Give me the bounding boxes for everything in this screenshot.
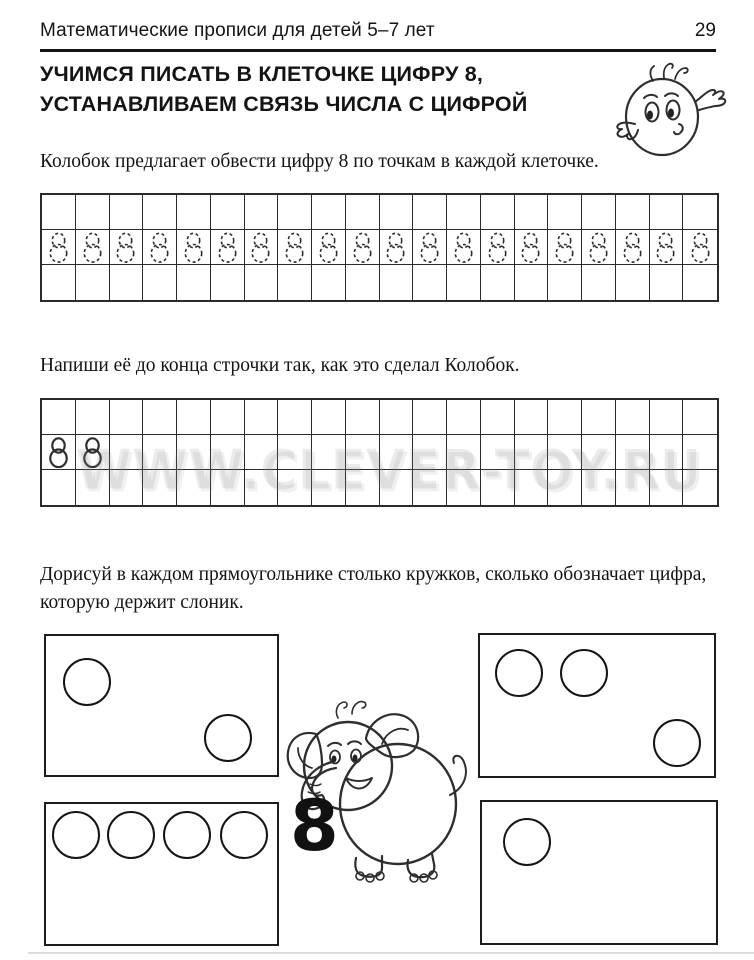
grid-cell [582,195,616,230]
grid-cell [582,470,616,505]
page-bottom-edge [28,952,754,954]
grid-cell [650,435,684,470]
grid-cell [278,230,312,265]
task-box-bottom-right [480,800,718,945]
grid-cell [278,265,312,300]
digit-8-dotted [317,232,340,263]
grid-cell [76,230,110,265]
grid-cell [548,400,582,435]
digit-8-dotted [519,232,542,263]
grid-cell [683,265,717,300]
digit-8-dotted [654,232,677,263]
drawn-circle [653,719,701,767]
grid-cell [76,470,110,505]
grid-cell [177,435,211,470]
grid-cell [515,435,549,470]
grid-cell [143,230,177,265]
drawn-circle [204,714,252,762]
grid-cell [447,435,481,470]
grid-cell [177,265,211,300]
grid-cell [548,195,582,230]
grid-cell [650,470,684,505]
grid-cell [245,435,279,470]
digit-8-dotted [351,232,374,263]
grid-cell [110,470,144,505]
grid-cell [312,230,346,265]
grid-cell [110,265,144,300]
grid-cell [380,265,414,300]
digit-8-dotted [452,232,475,263]
grid-cell [346,195,380,230]
grid-cell [143,470,177,505]
grid-cell [650,195,684,230]
grid-cell [413,400,447,435]
drawn-circle [220,811,268,859]
grid-cell [211,230,245,265]
grid-cell [447,470,481,505]
grid-cell [76,195,110,230]
instruction-draw-circles: Дорисуй в каждом прямоугольнике столько кружков, сколько обозначает цифра, которую держит слоник. [40,564,707,613]
grid-cell [380,435,414,470]
grid-cell [481,400,515,435]
elephant-illustration [286,700,468,888]
grid-cell [76,265,110,300]
grid-cell [380,195,414,230]
grid-cell [42,400,76,435]
grid-cell [616,230,650,265]
grid-cell [110,435,144,470]
grid-cell [346,230,380,265]
grid-cell [42,195,76,230]
grid-cell [515,230,549,265]
grid-cell [42,230,76,265]
grid-cell [515,470,549,505]
grid-cell [582,400,616,435]
drawn-circle [107,811,155,859]
digit-8-dotted [249,232,272,263]
drawn-circle [495,649,543,697]
grid-cell [548,470,582,505]
grid-cell [177,400,211,435]
header-rule [40,49,716,52]
grid-cell [447,230,481,265]
drawn-circle [63,658,111,706]
grid-cell [413,265,447,300]
grid-cell [650,265,684,300]
lesson-title-line2: УСТАНАВЛИВАЕМ СВЯЗЬ ЧИСЛА С ЦИФРОЙ [40,92,528,116]
digit-8-dotted [418,232,441,263]
grid-cell [42,470,76,505]
task-box-top-right [478,633,716,778]
task-box-top-left [44,634,279,777]
grid-cell [380,470,414,505]
grid-cell [683,195,717,230]
grid-cell [312,435,346,470]
elephant-digit-8: 8 [290,785,339,867]
grid-cell [278,435,312,470]
grid-cell [346,435,380,470]
grid-cell [548,230,582,265]
grid-cell [245,230,279,265]
lesson-title [40,59,528,119]
grid-cell [515,400,549,435]
instruction-write: Напиши её до конца строчки так, как это сделал Колобок. [40,355,520,376]
digit-8-dotted [553,232,576,263]
drawn-circle [163,811,211,859]
grid-cell [683,470,717,505]
grid-cell [616,470,650,505]
grid-cell [616,195,650,230]
grid-cell [177,230,211,265]
grid-cell [515,195,549,230]
grid-cell [650,400,684,435]
grid-cell [211,435,245,470]
grid-cell [42,265,76,300]
grid-cell [211,400,245,435]
grid-cell [616,435,650,470]
grid-cell [245,265,279,300]
digit-8-dotted [587,232,610,263]
grid-cell [245,195,279,230]
grid-cell [380,400,414,435]
digit-8-dotted [148,232,171,263]
grid-cell [110,195,144,230]
drawn-circle [52,811,100,859]
grid-cell [481,265,515,300]
digit-8-dotted [216,232,239,263]
drawn-circle [560,649,608,697]
digit-8-solid [81,437,104,468]
grid-cell [177,470,211,505]
write-grid [40,398,719,507]
grid-cell [42,435,76,470]
trace-grid [40,193,719,302]
grid-cell [548,435,582,470]
grid-cell [582,230,616,265]
grid-cell [380,230,414,265]
task-box-bottom-left [44,802,279,946]
grid-cell [143,265,177,300]
grid-cell [245,470,279,505]
grid-cell [76,400,110,435]
grid-cell [346,400,380,435]
grid-cell [481,470,515,505]
grid-cell [683,435,717,470]
lesson-title-line1: УЧИМСЯ ПИСАТЬ В КЛЕТОЧКЕ ЦИФРУ 8, [40,62,484,86]
digit-8-dotted [384,232,407,263]
grid-cell [312,195,346,230]
grid-cell [143,435,177,470]
grid-cell [312,400,346,435]
instruction-trace: Колобок предлагает обвести цифру 8 по точкам в каждой клеточке. [40,151,599,172]
digit-8-dotted [283,232,306,263]
grid-cell [413,470,447,505]
grid-cell [650,230,684,265]
grid-cell [481,435,515,470]
page-number: 29 [694,20,716,41]
grid-cell [346,265,380,300]
grid-cell [143,400,177,435]
grid-cell [582,435,616,470]
grid-cell [683,400,717,435]
grid-cell [110,400,144,435]
digit-8-dotted [486,232,509,263]
grid-cell [447,265,481,300]
grid-cell [481,195,515,230]
grid-cell [312,470,346,505]
digit-8-dotted [182,232,205,263]
grid-cell [76,435,110,470]
digit-8-dotted [81,232,104,263]
grid-cell [447,195,481,230]
grid-cell [346,470,380,505]
grid-cell [211,265,245,300]
grid-cell [211,195,245,230]
page-header-title: Математические прописи для детей 5–7 лет [40,20,435,41]
grid-cell [211,470,245,505]
digit-8-dotted [114,232,137,263]
kolobok-mascot-illustration [609,62,749,158]
grid-cell [110,230,144,265]
grid-cell [312,265,346,300]
grid-cell [447,400,481,435]
grid-cell [278,470,312,505]
grid-cell [481,230,515,265]
grid-cell [616,265,650,300]
digit-8-solid [47,437,70,468]
drawn-circle [503,818,551,866]
grid-cell [582,265,616,300]
grid-cell [683,230,717,265]
grid-cell [413,195,447,230]
grid-cell [278,195,312,230]
grid-cell [177,195,211,230]
grid-cell [413,435,447,470]
grid-cell [616,400,650,435]
grid-cell [143,195,177,230]
grid-cell [245,400,279,435]
grid-cell [548,265,582,300]
digit-8-dotted [47,232,70,263]
digit-8-dotted [689,232,712,263]
grid-cell [515,265,549,300]
grid-cell [413,230,447,265]
grid-cell [278,400,312,435]
digit-8-dotted [621,232,644,263]
